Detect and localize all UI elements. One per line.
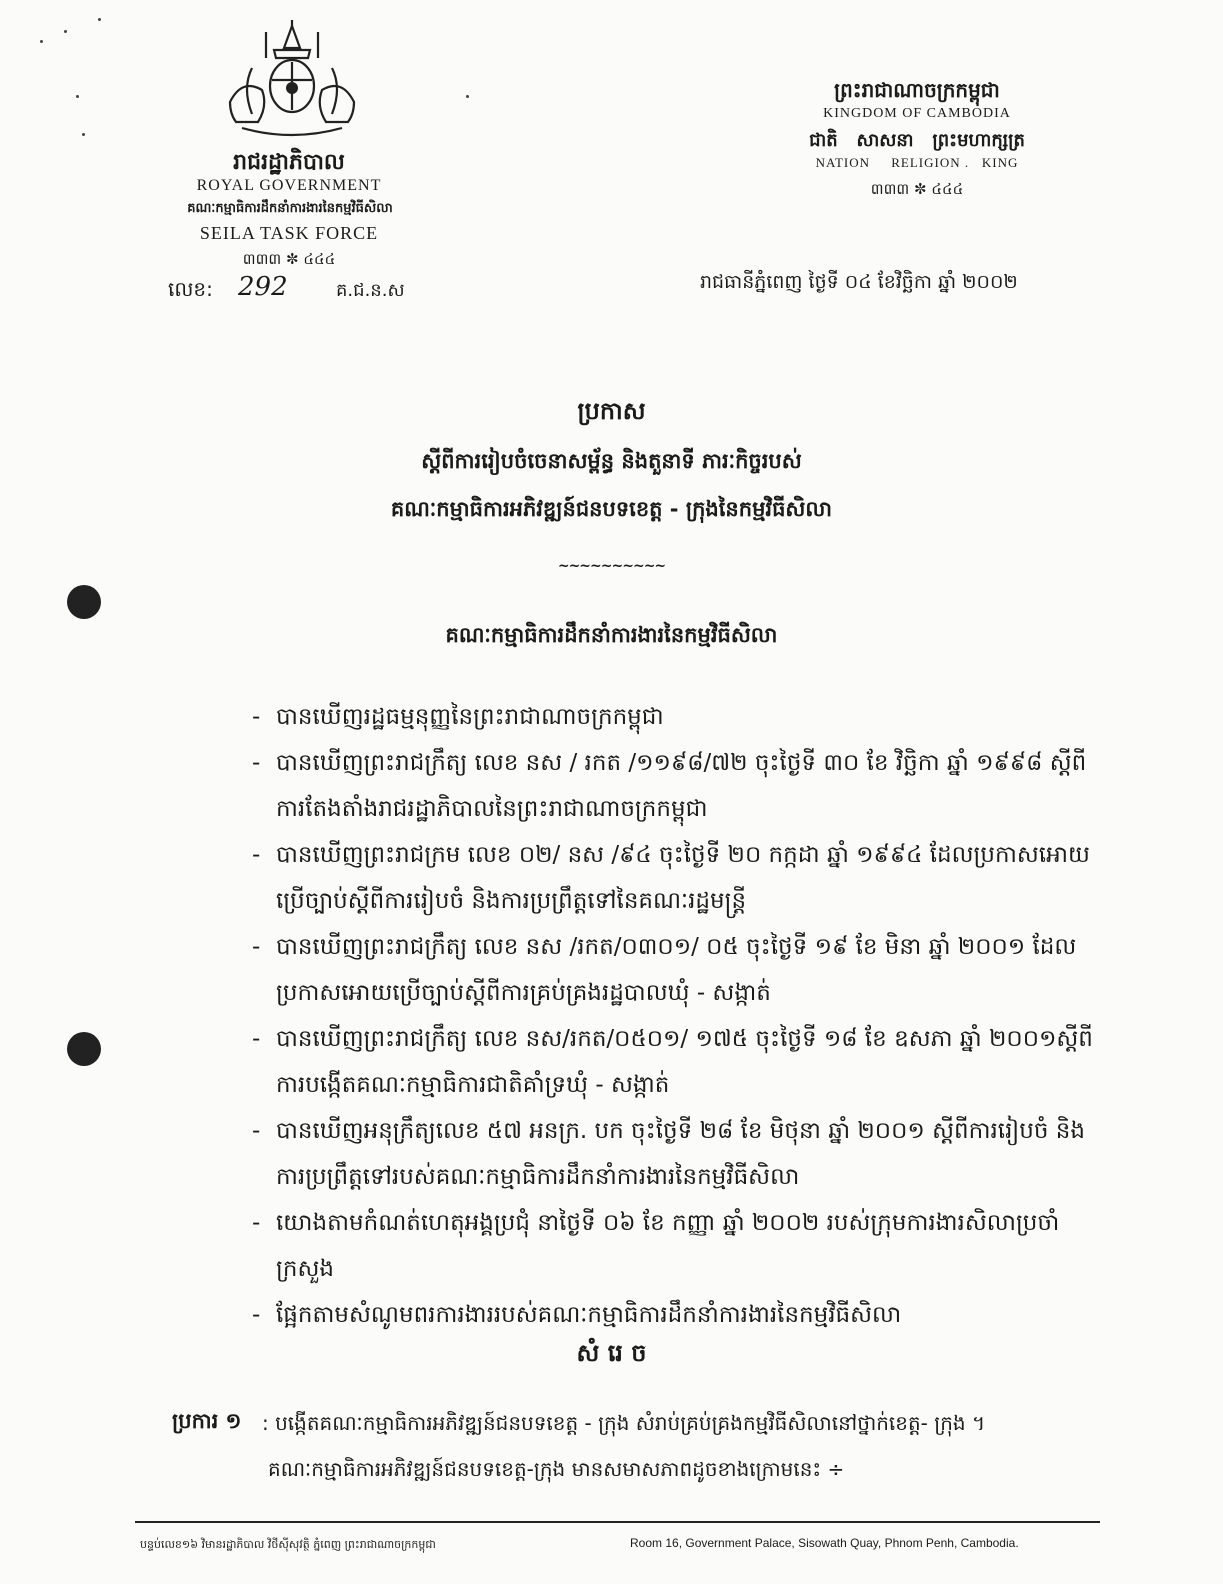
committee-title-en: SEILA TASK FORCE bbox=[199, 223, 379, 243]
punch-hole bbox=[67, 1032, 101, 1066]
right-ornament: ៣៣៣ ✼ ៤៤៤ bbox=[870, 180, 964, 198]
article-1-line-1: : បង្កើតគណៈកម្មាធិការអភិវឌ្ឍន៍ជនបទខេត្ត - ក្រុង សំរាប់គ្រប់គ្រងកម្មវិធីសិលានៅថ្នាក់ខេត្ត- ក្រុង ។ bbox=[262, 1411, 986, 1435]
preamble-item: - បានឃើញព្រះរាជក្រឹត្យ លេខ នស /រកត/០៣០១/ ០៥ ចុះថ្ងៃទី ១៩ ខែ មិនា ឆ្នាំ ២០០១ ដែលប្រកាសអោយប្រើច្បាប់ស្តីពីការគ្រប់គ្រងរដ្ឋបាលឃុំ - សង្កាត់ bbox=[252, 924, 1102, 1016]
preamble-item: - យោងតាមកំណត់ហេតុអង្គប្រជុំ នាថ្ងៃទី ០៦ ខែ កញ្ញា ឆ្នាំ ២០០២ របស់ក្រុមការងារសិលាប្រចាំក្រសួង bbox=[252, 1200, 1102, 1292]
scan-speck bbox=[64, 30, 67, 33]
kingdom-title-en: KINGDOM OF CAMBODIA bbox=[823, 106, 1011, 121]
committee-title-kh: គណៈកម្មាធិការដឹកនាំការងារនៃកម្មវិធីសិលា bbox=[187, 201, 393, 216]
preamble-item: - បានឃើញព្រះរាជក្រឹត្យ លេខ នស / រកត /១១៩៨/៧២ ចុះថ្ងៃទី ៣០ ខែ វិច្ឆិកា ឆ្នាំ ១៩៩៨ ស្តីពីការតែងតាំងរាជរដ្ឋាភិបាលនៃព្រះរាជាណាចក្រកម្ពុជា bbox=[252, 740, 1102, 832]
scan-speck bbox=[98, 18, 101, 21]
issuer-heading: គណៈកម្មាធិការដឹកនាំការងារនៃកម្មវិធីសិលា bbox=[445, 623, 778, 647]
decision-heading: សំ រេ ច bbox=[576, 1339, 647, 1367]
number-suffix: គ.ជ.ន.ស bbox=[336, 280, 405, 301]
scan-speck bbox=[466, 95, 469, 98]
scan-speck bbox=[82, 133, 85, 136]
preamble-item: - បានឃើញព្រះរាជក្រឹត្យ លេខ នស/រកត/០៥០១/ ១៧៥ ចុះថ្ងៃទី ១៨ ខែ ឧសភា ឆ្នាំ ២០០១ស្តីពីការបង្កើតគណៈកម្មាធិការជាតិគាំទ្រឃុំ - សង្កាត់ bbox=[252, 1016, 1102, 1108]
preamble-item: - ផ្អែកតាមសំណូមពរការងាររបស់គណៈកម្មាធិការដឹកនាំការងារនៃកម្មវិធីសិលា bbox=[252, 1292, 1102, 1338]
article-1-line-2: គណៈកម្មាធិការអភិវឌ្ឍន៍ជនបទខេត្ត-ក្រុង មានសមាសភាពដូចខាងក្រោមនេះ ÷ bbox=[268, 1457, 845, 1481]
title-line-2: គណៈកម្មាធិការអភិវឌ្ឍន៍ជនបទខេត្ត - ក្រុងនៃកម្មវិធីសិលា bbox=[390, 497, 833, 521]
preamble-item: - បានឃើញរដ្ឋធម្មនុញ្ញនៃព្រះរាជាណាចក្រកម្ពុជា bbox=[252, 694, 1102, 740]
preamble-item: - បានឃើញអនុក្រឹត្យលេខ ៥៧ អនក្រ. បក ចុះថ្ងៃទី ២៨ ខែ មិថុនា ឆ្នាំ ២០០១ ស្តីពីការរៀបចំ និងការប្រព្រឹត្តទៅរបស់គណៈកម្មាធិការដឹកនាំការងារនៃកម្មវិធីសិលា bbox=[252, 1108, 1102, 1200]
kingdom-title-kh: ព្រះរាជាណាចក្រកម្ពុជា bbox=[834, 78, 1000, 102]
preamble-list bbox=[252, 694, 1102, 1338]
footer-divider bbox=[135, 1521, 1100, 1523]
gov-title-kh: រាជរដ្ឋាភិបាល bbox=[233, 150, 345, 175]
date-line: រាជធានីភ្នំពេញ ថ្ងៃទី ០៤ ខែវិច្ឆិកា ឆ្នាំ ២០០២ bbox=[700, 271, 1018, 293]
motto-kh: ជាតិ សាសនា ព្រះមហាក្សត្រ bbox=[809, 130, 1025, 151]
left-ornament: ៣៣៣ ✼ ៤៤៤ bbox=[242, 250, 336, 268]
gov-title-en: ROYAL GOVERNMENT bbox=[196, 177, 382, 194]
document-type-title: ប្រកាស bbox=[577, 397, 646, 425]
scan-speck bbox=[76, 95, 79, 98]
title-line-1: ស្តីពីការរៀបចំចេនាសម្ព័ន្ធ និងតួនាទី ភារៈកិច្ចរបស់ bbox=[421, 449, 802, 473]
preamble-item: - បានឃើញព្រះរាជក្រម លេខ ០២/ នស /៩៤ ចុះថ្ងៃទី ២០ កក្កដា ឆ្នាំ ១៩៩៤ ដែលប្រកាសអោយប្រើច្បាប់ស្តីពីការរៀបចំ និងការប្រព្រឹត្តទៅនៃគណៈរដ្ឋមន្ត្រី bbox=[252, 832, 1102, 924]
motto-en: NATION RELIGION . KING bbox=[815, 155, 1019, 170]
footer-address-en: Room 16, Government Palace, Sisowath Quay, Phnom Penh, Cambodia. bbox=[630, 1536, 1019, 1550]
number-value: 292 bbox=[238, 272, 288, 302]
title-divider: ~~~~~~~~~~ bbox=[557, 558, 666, 574]
article-1-label: ប្រការ ១ bbox=[172, 1409, 242, 1433]
punch-hole bbox=[67, 585, 101, 619]
royal-emblem-icon bbox=[222, 18, 362, 140]
footer-address-kh: បន្ទប់លេខ១៦ វិមានរដ្ឋាភិបាល វិថីស៊ីសុវត្ថិ ភ្នំពេញ ព្រះរាជាណាចក្រកម្ពុជា bbox=[140, 1538, 436, 1551]
scan-speck bbox=[40, 40, 43, 43]
number-label: លេខ: bbox=[168, 277, 213, 301]
